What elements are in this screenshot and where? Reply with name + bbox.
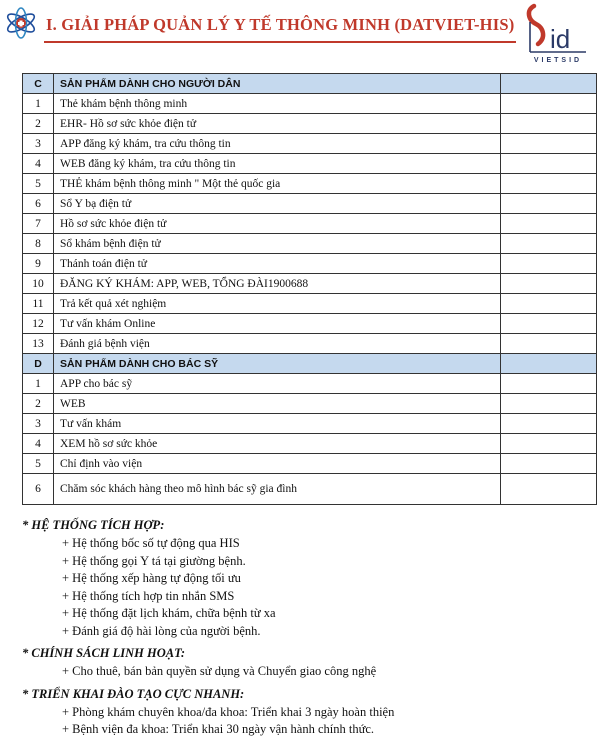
row-number: 7 bbox=[23, 214, 54, 234]
empty-cell bbox=[501, 74, 597, 94]
table-row bbox=[23, 214, 597, 234]
row-number: 12 bbox=[23, 314, 54, 334]
note-heading: * HỆ THỐNG TÍCH HỢP: bbox=[22, 518, 165, 532]
note-item: + Phòng khám chuyên khoa/đa khoa: Triển khai 3 ngày hoàn thiện bbox=[62, 704, 395, 719]
empty-cell bbox=[501, 214, 597, 234]
row-number: 1 bbox=[23, 374, 54, 394]
row-text: Tư vấn khám bbox=[54, 414, 501, 434]
empty-cell bbox=[501, 234, 597, 254]
empty-cell bbox=[501, 114, 597, 134]
table-row bbox=[23, 414, 597, 434]
notes-section bbox=[22, 516, 592, 739]
row-text: APP cho bác sỹ bbox=[54, 374, 501, 394]
row-text: WEB bbox=[54, 394, 501, 414]
note-heading: * TRIỂN KHAI ĐÀO TẠO CỰC NHANH: bbox=[22, 686, 245, 701]
empty-cell bbox=[501, 434, 597, 454]
empty-cell bbox=[501, 94, 597, 114]
table-row bbox=[23, 454, 597, 474]
empty-cell bbox=[501, 414, 597, 434]
table-row bbox=[23, 474, 597, 505]
row-text: Đánh giá bệnh viện bbox=[54, 334, 501, 354]
row-number: 5 bbox=[23, 454, 54, 474]
table-row bbox=[23, 314, 597, 334]
table-row bbox=[23, 254, 597, 274]
row-number: 1 bbox=[23, 94, 54, 114]
empty-cell bbox=[501, 474, 597, 505]
row-text: Trả kết quả xét nghiệm bbox=[54, 294, 501, 314]
section-heading: SẢN PHẨM DÀNH CHO BÁC SỸ bbox=[54, 354, 501, 374]
note-item: + Hệ thống bốc số tự động qua HIS bbox=[62, 536, 240, 550]
products-table bbox=[22, 73, 597, 505]
note-item: + Cho thuê, bán bản quyền sử dụng và Chuyển giao công nghệ bbox=[62, 664, 377, 678]
row-number: 3 bbox=[23, 134, 54, 154]
row-number: 10 bbox=[23, 274, 54, 294]
row-number: 3 bbox=[23, 414, 54, 434]
svg-text:id: id bbox=[550, 24, 571, 54]
row-text: EHR- Hồ sơ sức khỏe điện tử bbox=[54, 114, 501, 134]
row-text: Hồ sơ sức khỏe điện tử bbox=[54, 214, 501, 234]
empty-cell bbox=[501, 394, 597, 414]
empty-cell bbox=[501, 194, 597, 214]
table-row bbox=[23, 234, 597, 254]
section-row-doctors bbox=[23, 354, 597, 374]
row-number: 13 bbox=[23, 334, 54, 354]
empty-cell bbox=[501, 294, 597, 314]
row-number: 4 bbox=[23, 154, 54, 174]
row-number: 2 bbox=[23, 394, 54, 414]
table-row bbox=[23, 174, 597, 194]
row-number: 4 bbox=[23, 434, 54, 454]
row-text: Thẻ khám bệnh thông minh bbox=[54, 94, 501, 114]
table-row bbox=[23, 274, 597, 294]
table-row bbox=[23, 434, 597, 454]
row-text: APP đăng ký khám, tra cứu thông tin bbox=[54, 134, 501, 154]
row-number: 5 bbox=[23, 174, 54, 194]
note-item: + Hệ thống gọi Y tá tại giường bệnh. bbox=[62, 553, 246, 568]
row-text: WEB đăng ký khám, tra cứu thông tin bbox=[54, 154, 501, 174]
note-heading: * CHÍNH SÁCH LINH HOẠT: bbox=[22, 646, 185, 660]
empty-cell bbox=[501, 314, 597, 334]
row-text: Sổ Y bạ điện tử bbox=[54, 194, 501, 214]
empty-cell bbox=[501, 374, 597, 394]
row-number: 8 bbox=[23, 234, 54, 254]
empty-cell bbox=[501, 274, 597, 294]
note-item: + Đánh giá độ hài lòng của người bệnh. bbox=[62, 623, 261, 638]
row-text: THẺ khám bệnh thông minh " Một thẻ quốc gia bbox=[54, 174, 501, 194]
atom-logo-icon bbox=[4, 6, 38, 40]
table-row bbox=[23, 294, 597, 314]
table-row bbox=[23, 334, 597, 354]
row-text: Sổ khám bệnh điện tử bbox=[54, 234, 501, 254]
empty-cell bbox=[501, 254, 597, 274]
note-item: + Hệ thống tích hợp tin nhắn SMS bbox=[62, 588, 235, 603]
empty-cell bbox=[501, 354, 597, 374]
table-row bbox=[23, 374, 597, 394]
empty-cell bbox=[501, 154, 597, 174]
section-code: D bbox=[23, 354, 54, 374]
row-number: 11 bbox=[23, 294, 54, 314]
section-code: C bbox=[23, 74, 54, 94]
title-underline bbox=[44, 41, 516, 43]
table-row bbox=[23, 194, 597, 214]
table-row bbox=[23, 134, 597, 154]
empty-cell bbox=[501, 454, 597, 474]
row-text: Chỉ định vào viện bbox=[54, 454, 501, 474]
row-number: 6 bbox=[23, 474, 54, 505]
empty-cell bbox=[501, 334, 597, 354]
page-title: I. GIẢI PHÁP QUẢN LÝ Y TẾ THÔNG MINH (DATVIET-HIS) bbox=[46, 15, 515, 34]
row-number: 6 bbox=[23, 194, 54, 214]
row-text: Tư vấn khám Online bbox=[54, 314, 501, 334]
note-item: + Bệnh viện đa khoa: Triển khai 30 ngày vận hành chính thức. bbox=[62, 722, 375, 736]
section-heading: SẢN PHẨM DÀNH CHO NGƯỜI DÂN bbox=[54, 74, 501, 94]
row-text: ĐĂNG KÝ KHÁM: APP, WEB, TỔNG ĐÀI1900688 bbox=[54, 274, 501, 294]
row-text: Thánh toán điện tử bbox=[54, 254, 501, 274]
row-text: XEM hồ sơ sức khỏe bbox=[54, 434, 501, 454]
note-item: + Hệ thống xếp hàng tự động tối ưu bbox=[62, 571, 241, 585]
row-number: 9 bbox=[23, 254, 54, 274]
table-row bbox=[23, 94, 597, 114]
table-row bbox=[23, 154, 597, 174]
note-item: + Hệ thống đặt lịch khám, chữa bệnh từ xa bbox=[62, 606, 276, 620]
empty-cell bbox=[501, 134, 597, 154]
empty-cell bbox=[501, 174, 597, 194]
page-header bbox=[0, 0, 600, 72]
section-row-citizens bbox=[23, 74, 597, 94]
table-row bbox=[23, 114, 597, 134]
row-text: Chăm sóc khách hàng theo mô hình bác sỹ gia đình bbox=[54, 474, 501, 505]
table-row bbox=[23, 394, 597, 414]
brand-name: VIETSID bbox=[533, 57, 583, 64]
row-number: 2 bbox=[23, 114, 54, 134]
